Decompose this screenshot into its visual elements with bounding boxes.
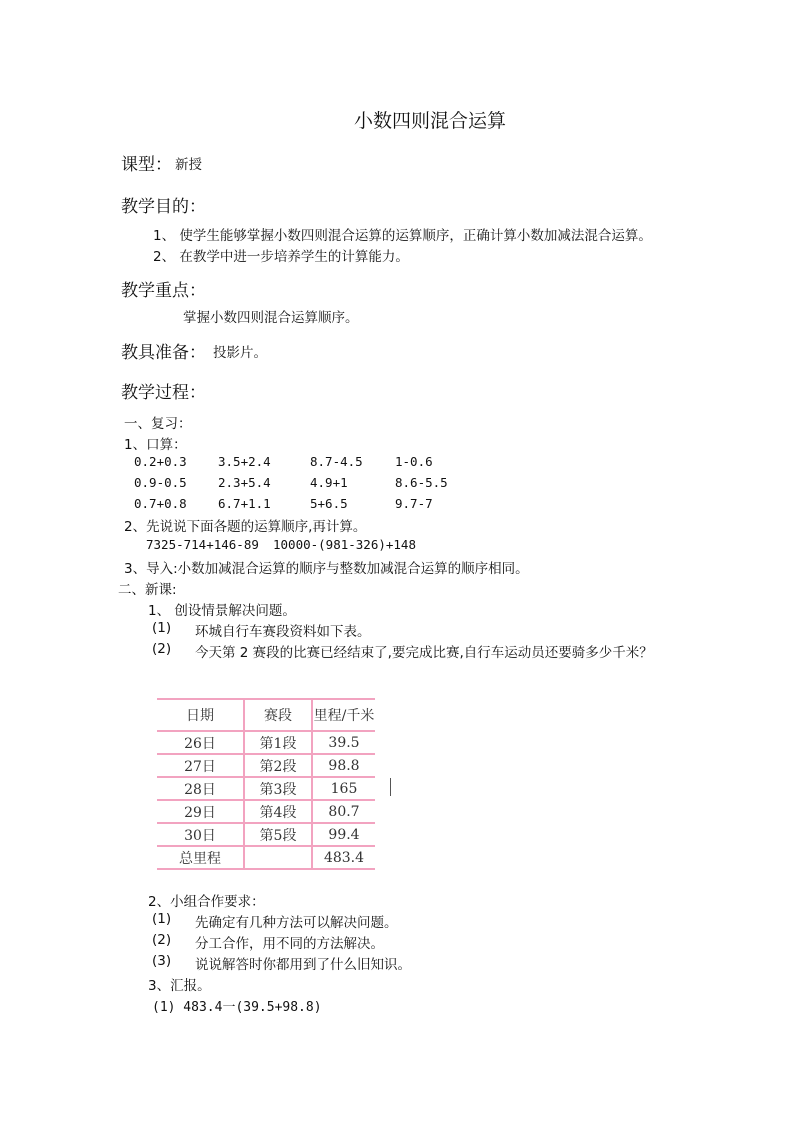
table-row	[157, 777, 375, 800]
table-cell: 总里程	[157, 846, 244, 869]
table-header-row	[157, 699, 375, 731]
table-row	[157, 731, 375, 754]
table-total-row	[157, 846, 375, 869]
table-cell: 第3段	[244, 777, 312, 800]
oral-label: 1、口算：	[124, 437, 187, 453]
oral-item: 9.7-7	[395, 496, 433, 511]
materials-label: 教具准备：	[121, 343, 206, 363]
report-label: 3、汇报。	[148, 978, 211, 994]
group-item-number: (1)	[152, 911, 172, 927]
process-heading: 教学过程：	[121, 383, 206, 403]
order-label: 2、先说说下面各题的运算顺序,再计算。	[124, 519, 367, 535]
intro-text: 3、导入:小数加减混合运算的顺序与整数加减混合运算的顺序相同。	[124, 561, 529, 577]
oral-item: 6.7+1.1	[218, 496, 271, 511]
order-item: 7325-714+146-89	[146, 537, 259, 552]
table-cell: 第2段	[244, 754, 312, 777]
table-header-cell: 里程/千米	[312, 699, 375, 731]
oral-item: 2.3+5.4	[218, 475, 271, 490]
oral-item: 5+6.5	[310, 496, 348, 511]
materials-value: 投影片。	[213, 345, 267, 361]
table-row	[157, 754, 375, 777]
group-item-number: (3)	[152, 953, 172, 969]
group-item-number: (2)	[152, 932, 172, 948]
table-cell: 165	[312, 777, 375, 800]
group-item-text: 说说解答时你都用到了什么旧知识。	[195, 957, 411, 973]
table-cell: 98.8	[312, 754, 375, 777]
race-table	[157, 698, 375, 870]
scenario-item-text: 今天第 2 赛段的比赛已经结束了,要完成比赛,自行车运动员还要骑多少千米？	[195, 645, 653, 661]
table-cell	[244, 846, 312, 869]
table-cell: 30日	[157, 823, 244, 846]
page-title: 小数四则混合运算	[353, 110, 506, 132]
review-heading: 一、复习：	[124, 416, 192, 432]
table-cell: 26日	[157, 731, 244, 754]
oral-item: 1-0.6	[395, 454, 433, 469]
group-item-text: 先确定有几种方法可以解决问题。	[195, 915, 398, 931]
oral-item: 3.5+2.4	[218, 454, 271, 469]
report-item: (1) 483.4一(39.5+98.8)	[152, 1000, 322, 1015]
oral-item: 0.9-0.5	[134, 475, 187, 490]
table-row	[157, 800, 375, 823]
table-cell: 29日	[157, 800, 244, 823]
table-cell: 27日	[157, 754, 244, 777]
oral-item: 8.6-5.5	[395, 475, 448, 490]
group-label: 2、小组合作要求：	[148, 894, 265, 910]
text-cursor	[390, 778, 391, 796]
scenario-label: 1、 创设情景解决问题。	[148, 603, 296, 619]
key-points-text: 掌握小数四则混合运算顺序。	[183, 310, 359, 326]
scenario-item-number: (1)	[152, 620, 172, 636]
new-lesson-heading: 二、新课:	[118, 582, 177, 598]
table-cell: 39.5	[312, 731, 375, 754]
table-header-cell: 日期	[157, 699, 244, 731]
table-cell: 28日	[157, 777, 244, 800]
objective-item: 2、 在教学中进一步培养学生的计算能力。	[153, 249, 409, 265]
oral-item: 0.7+0.8	[134, 496, 187, 511]
table-cell: 99.4	[312, 823, 375, 846]
lesson-type-value: 新授	[175, 157, 202, 173]
table-row	[157, 823, 375, 846]
table-cell: 483.4	[312, 846, 375, 869]
objective-item: 1、 使学生能够掌握小数四则混合运算的运算顺序，正确计算小数加减法混合运算。	[153, 228, 652, 244]
lesson-type-label: 课型：	[121, 155, 172, 175]
objectives-heading: 教学目的：	[121, 197, 206, 217]
scenario-item-number: (2)	[152, 641, 172, 657]
oral-item: 0.2+0.3	[134, 454, 187, 469]
table-cell: 第4段	[244, 800, 312, 823]
table-cell: 80.7	[312, 800, 375, 823]
scenario-item-text: 环城自行车赛段资料如下表。	[195, 624, 371, 640]
key-points-heading: 教学重点：	[121, 281, 206, 301]
oral-item: 4.9+1	[310, 475, 348, 490]
group-item-text: 分工合作，用不同的方法解决。	[195, 936, 384, 952]
oral-item: 8.7-4.5	[310, 454, 363, 469]
table-cell: 第5段	[244, 823, 312, 846]
order-item: 10000-(981-326)+148	[273, 537, 416, 552]
table-cell: 第1段	[244, 731, 312, 754]
table-header-cell: 赛段	[244, 699, 312, 731]
